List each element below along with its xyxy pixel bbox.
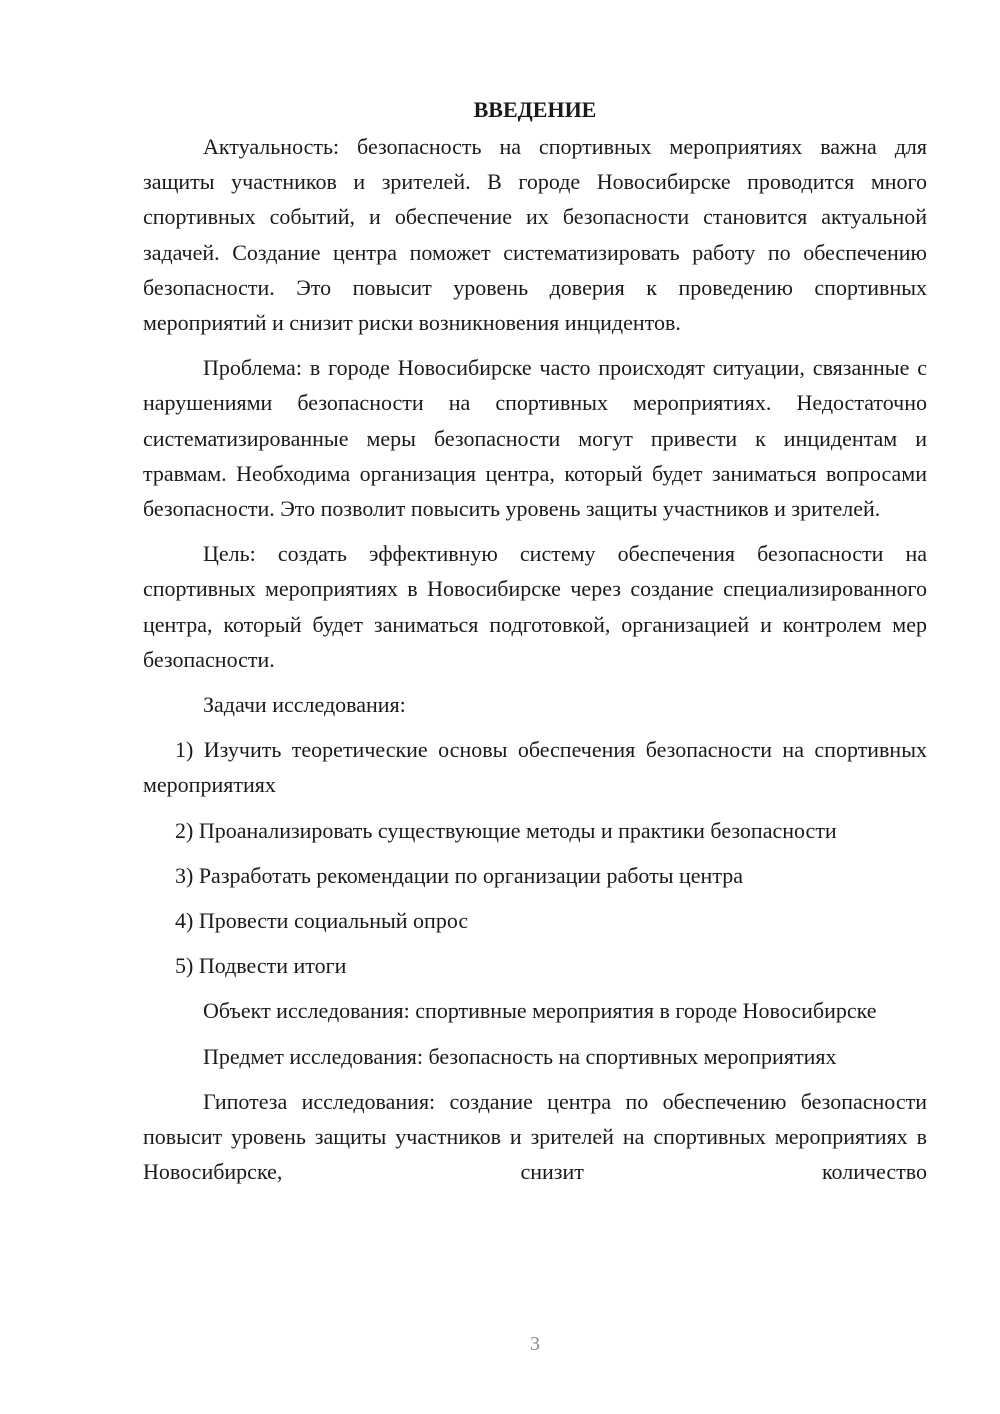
- document-body: [143, 92, 927, 1199]
- task-item-1: 1) Изучить теоретические основы обеспечения безопасности на спортивных мероприятиях: [143, 737, 927, 798]
- page-number: 3: [530, 1333, 540, 1355]
- task-item-2: 2) Проанализировать существующие методы и практики безопасности: [175, 817, 837, 843]
- relevance-paragraph: Актуальность: безопасность на спортивных мероприятиях важна для защиты участников и зрителей. В городе Новосибирске проводится много спортивных событий, и обеспечение их безопасности становится актуальной задачей. Создание центра поможет систематизировать работу по обеспечению безопасности. Это повысит уровень доверия к проведению спортивных мероприятий и снизит риски возникновения инцидентов.: [143, 134, 927, 336]
- hypothesis-paragraph: Гипотеза исследования: создание центра по обеспечению безопасности повысит уровень защиты участников и зрителей на спортивных мероприятиях в Новосибирске, снизит количество: [143, 1088, 927, 1185]
- tasks-title: Задачи исследования:: [203, 692, 406, 718]
- object-paragraph: Объект исследования: спортивные мероприятия в городе Новосибирске: [203, 998, 877, 1024]
- task-item-3: 3) Разработать рекомендации по организации работы центра: [175, 862, 743, 888]
- task-item-4: 4) Провести социальный опрос: [175, 908, 469, 934]
- goal-paragraph: Цель: создать эффективную систему обеспечения безопасности на спортивных мероприятиях в Новосибирске через создание специализированного центра, который будет заниматься подготовкой, организацией и контролем мер безопасности.: [143, 541, 927, 672]
- task-item-5: 5) Подвести итоги: [175, 953, 347, 979]
- problem-paragraph: Проблема: в городе Новосибирске часто происходят ситуации, связанные с нарушениями безопасности на спортивных мероприятиях. Недостаточно систематизированные меры безопасности могут привести к инцидентам и травмам. Необходима организация центра, который будет заниматься вопросами безопасности. Это позволит повысить уровень защиты участников и зрителей.: [143, 355, 927, 522]
- section-heading: ВВЕДЕНИЕ: [473, 97, 597, 122]
- subject-paragraph: Предмет исследования: безопасность на спортивных мероприятиях: [203, 1043, 837, 1069]
